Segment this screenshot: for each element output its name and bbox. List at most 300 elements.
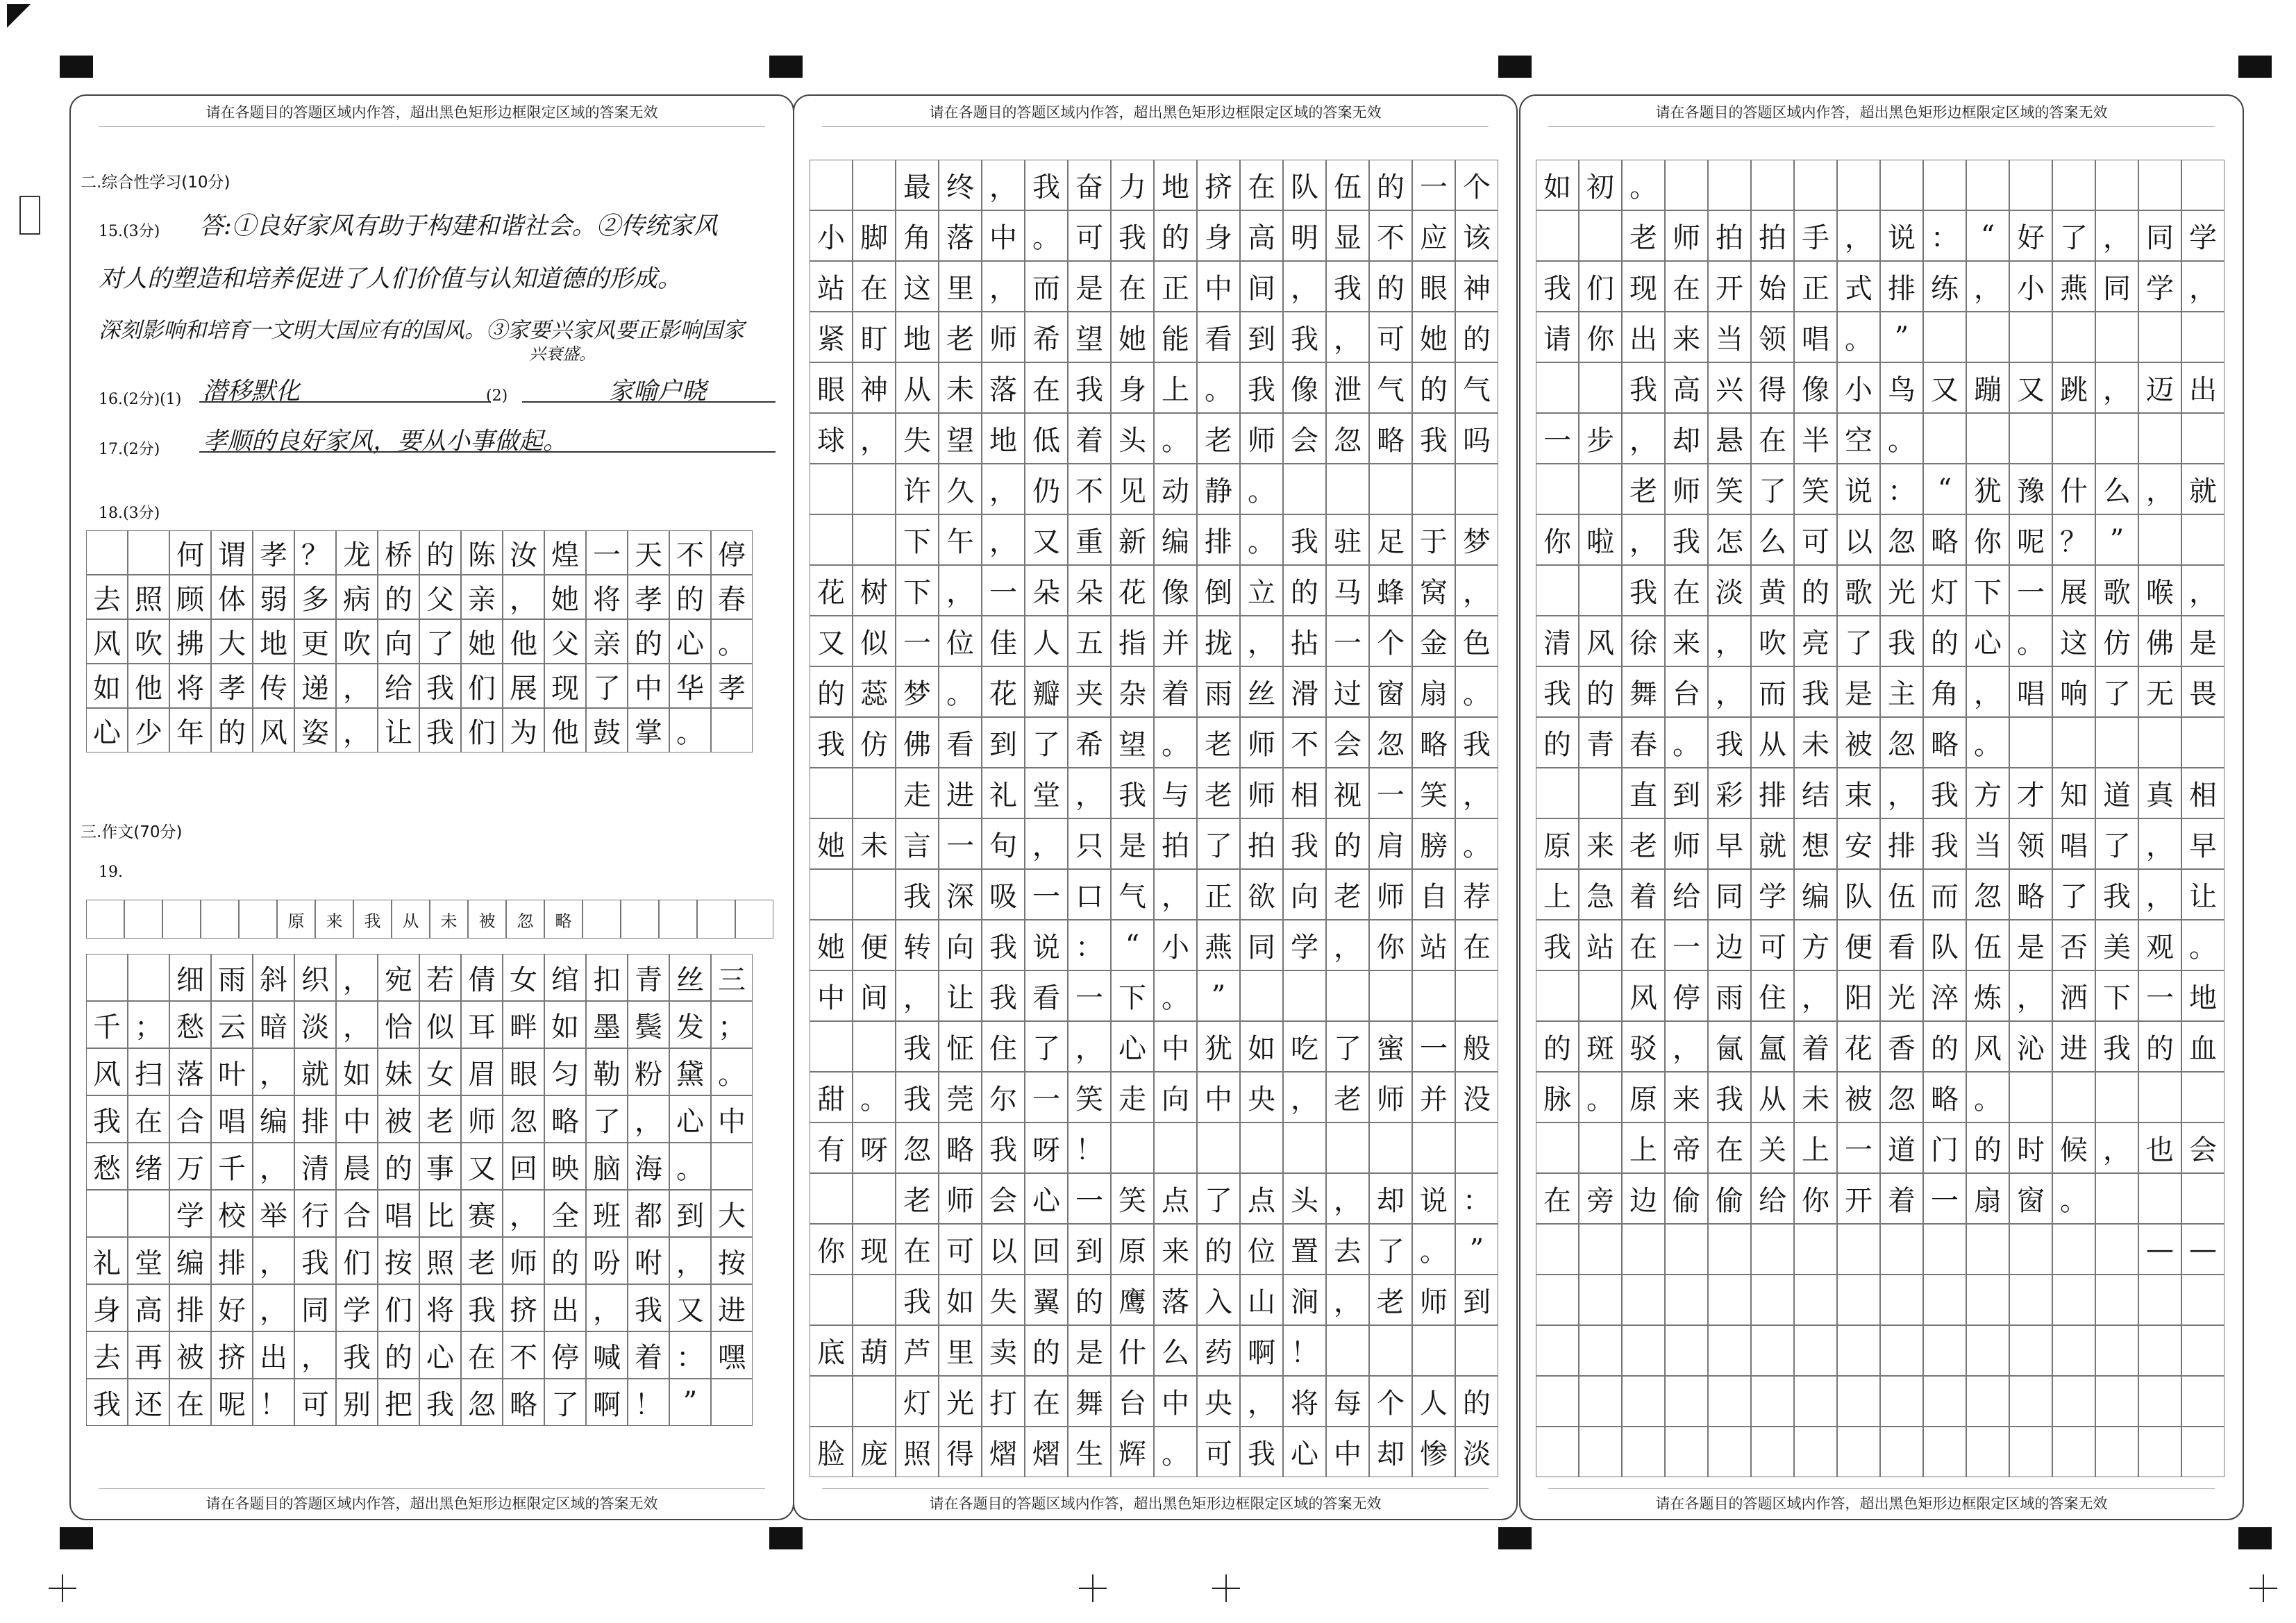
grid-cell: 可 bbox=[939, 1224, 982, 1275]
grid-cell: 下 bbox=[2095, 970, 2138, 1021]
grid-cell: 一 bbox=[1412, 160, 1455, 210]
grid-cell: 春 bbox=[711, 575, 753, 619]
grid-cell: ， bbox=[2138, 818, 2181, 869]
grid-cell: 老 bbox=[1622, 464, 1665, 514]
grid-cell: 了 bbox=[1751, 464, 1794, 514]
grid-cell: 头 bbox=[1111, 413, 1154, 464]
grid-cell bbox=[2181, 1376, 2224, 1427]
grid-cell bbox=[1579, 565, 1622, 616]
grid-cell: 可 bbox=[1751, 920, 1794, 970]
grid-cell: 便 bbox=[1837, 920, 1880, 970]
grid-cell bbox=[2095, 1325, 2138, 1376]
grid-cell: 吗 bbox=[1455, 413, 1498, 464]
grid-cell: 同 bbox=[2138, 210, 2181, 261]
grid-cell: 唱 bbox=[1794, 312, 1837, 362]
grid-cell: ” bbox=[1197, 970, 1240, 1021]
grid-cell: ！ bbox=[1283, 1325, 1326, 1376]
grid-cell: 略 bbox=[503, 1379, 544, 1426]
grid-cell: 奋 bbox=[1068, 160, 1111, 210]
grid-cell: 叶 bbox=[211, 1048, 253, 1095]
grid-cell bbox=[1536, 565, 1579, 616]
grid-cell: 静 bbox=[1197, 464, 1240, 514]
grid-cell: 被 bbox=[378, 1095, 419, 1143]
grid-cell bbox=[711, 708, 753, 752]
grid-cell: 台 bbox=[1665, 666, 1708, 717]
grid-cell: 个 bbox=[1369, 1376, 1412, 1427]
grid-cell: 老 bbox=[461, 1237, 503, 1284]
grid-cell: 下 bbox=[896, 514, 939, 565]
grid-cell: 久 bbox=[939, 464, 982, 514]
grid-cell bbox=[1923, 1275, 1966, 1325]
grid-cell: ， bbox=[2095, 210, 2138, 261]
grid-cell: ， bbox=[1283, 1072, 1326, 1122]
grid-cell: ， bbox=[1622, 514, 1665, 565]
grid-cell: 在 bbox=[461, 1331, 503, 1379]
grid-cell: 这 bbox=[2052, 616, 2095, 666]
grid-cell: 。 bbox=[1622, 160, 1665, 210]
grid-cell: 淡 bbox=[1708, 565, 1751, 616]
grid-cell: 亲 bbox=[461, 575, 503, 619]
grid-cell: 身 bbox=[1111, 362, 1154, 413]
grid-cell: 始 bbox=[1751, 261, 1794, 312]
grid-cell: 一 bbox=[1536, 413, 1579, 464]
grid-cell: 鬓 bbox=[628, 1001, 669, 1048]
grid-cell: 最 bbox=[896, 160, 939, 210]
grid-cell bbox=[1794, 1224, 1837, 1275]
grid-cell: 氲 bbox=[1751, 1021, 1794, 1072]
grid-cell: 亲 bbox=[586, 619, 628, 664]
grid-cell: ！ bbox=[628, 1379, 669, 1426]
grid-cell: 嘿 bbox=[711, 1331, 753, 1379]
grid-cell: 辉 bbox=[1111, 1427, 1154, 1477]
grid-cell: 看 bbox=[1880, 920, 1923, 970]
grid-cell: 早 bbox=[2181, 818, 2224, 869]
grid-cell: 她 bbox=[1412, 312, 1455, 362]
grid-cell: 忽 bbox=[461, 1379, 503, 1426]
grid-cell bbox=[2009, 160, 2052, 210]
grid-cell: 相 bbox=[1283, 768, 1326, 818]
grid-cell bbox=[2052, 312, 2095, 362]
grid-cell: 如 bbox=[939, 1275, 982, 1325]
grid-cell: ， bbox=[982, 160, 1025, 210]
grid-cell: 的 bbox=[1923, 1021, 1966, 1072]
grid-cell: 生 bbox=[1068, 1427, 1111, 1477]
grid-cell: 就 bbox=[1751, 818, 1794, 869]
grid-cell: 希 bbox=[1068, 717, 1111, 768]
grid-cell bbox=[1536, 362, 1579, 413]
grid-cell: 美 bbox=[2095, 920, 2138, 970]
grid-cell bbox=[2138, 312, 2181, 362]
grid-cell: 。 bbox=[1154, 413, 1197, 464]
grid-cell: 并 bbox=[1412, 1072, 1455, 1122]
grid-cell: 么 bbox=[1154, 1325, 1197, 1376]
grid-cell bbox=[2095, 1275, 2138, 1325]
grid-cell: 走 bbox=[896, 768, 939, 818]
grid-cell: 事 bbox=[419, 1143, 461, 1190]
grid-cell: 略 bbox=[1923, 717, 1966, 768]
grid-cell: 了 bbox=[586, 664, 628, 708]
grid-cell: 甜 bbox=[810, 1072, 853, 1122]
grid-cell: 梦 bbox=[1455, 514, 1498, 565]
grid-cell bbox=[810, 464, 853, 514]
grid-cell: 风 bbox=[1966, 1021, 2009, 1072]
grid-cell: 来 bbox=[1665, 616, 1708, 666]
grid-cell bbox=[2138, 514, 2181, 565]
grid-cell: 心 bbox=[1283, 1427, 1326, 1477]
grid-cell: 手 bbox=[1794, 210, 1837, 261]
grid-cell: 未 bbox=[1794, 1072, 1837, 1122]
grid-cell: 拢 bbox=[1197, 616, 1240, 666]
grid-cell: 被 bbox=[169, 1331, 211, 1379]
grid-cell: 想 bbox=[1794, 818, 1837, 869]
grid-cell: 学 bbox=[2181, 210, 2224, 261]
grid-cell: 响 bbox=[2052, 666, 2095, 717]
grid-cell: 角 bbox=[896, 210, 939, 261]
grid-cell: 么 bbox=[1751, 514, 1794, 565]
grid-cell: 位 bbox=[1240, 1224, 1283, 1275]
grid-cell: 是 bbox=[1837, 666, 1880, 717]
grid-cell bbox=[1536, 768, 1579, 818]
grid-cell: 在 bbox=[1111, 261, 1154, 312]
grid-cell: 伍 bbox=[1880, 869, 1923, 920]
grid-cell: 鸟 bbox=[1880, 362, 1923, 413]
title-cell: 从 bbox=[392, 900, 430, 939]
grid-cell: 下 bbox=[1966, 565, 2009, 616]
grid-cell bbox=[810, 514, 853, 565]
grid-cell: 堂 bbox=[1025, 768, 1068, 818]
grid-cell: 帝 bbox=[1665, 1122, 1708, 1173]
grid-cell: 编 bbox=[1154, 514, 1197, 565]
grid-cell: 半 bbox=[1794, 413, 1837, 464]
grid-cell: ， bbox=[1837, 210, 1880, 261]
grid-cell: 的 bbox=[1283, 565, 1326, 616]
grid-cell: 呀 bbox=[1025, 1122, 1068, 1173]
grid-cell: 足 bbox=[1369, 514, 1412, 565]
grid-cell: 当 bbox=[1708, 312, 1751, 362]
side-box bbox=[19, 196, 40, 235]
grid-cell: 春 bbox=[1622, 717, 1665, 768]
grid-cell: 的 bbox=[1455, 1376, 1498, 1427]
grid-cell: 恰 bbox=[378, 1001, 419, 1048]
grid-cell: 被 bbox=[1837, 717, 1880, 768]
grid-cell: 师 bbox=[1369, 1072, 1412, 1122]
grid-cell: 千 bbox=[211, 1143, 253, 1190]
grid-cell: 以 bbox=[982, 1224, 1025, 1275]
grid-cell bbox=[2095, 1072, 2138, 1122]
grid-cell: ： bbox=[1923, 210, 1966, 261]
grid-cell: 绾 bbox=[544, 954, 586, 1001]
grid-cell: 如 bbox=[86, 664, 128, 708]
grid-cell: 地 bbox=[1154, 160, 1197, 210]
panel-notice-bottom: 请在各题目的答题区域内作答，超出黑色矩形边框限定区域的答案无效 bbox=[71, 1492, 793, 1513]
grid-cell: 师 bbox=[1412, 1275, 1455, 1325]
grid-cell: 扫 bbox=[128, 1048, 169, 1095]
grid-cell: 唱 bbox=[378, 1190, 419, 1237]
grid-cell: 学 bbox=[1283, 920, 1326, 970]
grid-cell: 朵 bbox=[1025, 565, 1068, 616]
grid-cell: 了 bbox=[1369, 1224, 1412, 1275]
registration-mark bbox=[769, 56, 803, 78]
grid-cell bbox=[2095, 1173, 2138, 1224]
grid-cell: 底 bbox=[810, 1325, 853, 1376]
grid-cell: ” bbox=[1880, 312, 1923, 362]
grid-cell: 金 bbox=[1412, 616, 1455, 666]
grid-cell: 班 bbox=[586, 1190, 628, 1237]
grid-cell: 何 bbox=[169, 530, 211, 575]
grid-cell: 是 bbox=[2181, 616, 2224, 666]
grid-cell: 五 bbox=[1068, 616, 1111, 666]
grid-cell bbox=[2052, 160, 2095, 210]
grid-cell: 当 bbox=[1966, 818, 2009, 869]
grid-cell: 你 bbox=[1536, 514, 1579, 565]
grid-cell: 略 bbox=[1923, 514, 1966, 565]
grid-cell: 小 bbox=[1837, 362, 1880, 413]
grid-cell: “ bbox=[1923, 464, 1966, 514]
grid-cell: 了 bbox=[586, 1095, 628, 1143]
grid-cell bbox=[2095, 312, 2138, 362]
grid-cell: 紧 bbox=[810, 312, 853, 362]
grid-cell: 站 bbox=[1579, 920, 1622, 970]
grid-cell bbox=[1579, 210, 1622, 261]
grid-cell: ， bbox=[1326, 312, 1369, 362]
grid-cell bbox=[2138, 717, 2181, 768]
grid-cell bbox=[1923, 160, 1966, 210]
grid-cell: 大 bbox=[711, 1190, 753, 1237]
grid-cell: ， bbox=[1025, 818, 1068, 869]
grid-cell: ， bbox=[253, 1237, 294, 1284]
grid-cell: 台 bbox=[1111, 1376, 1154, 1427]
grid-cell: 的 bbox=[378, 575, 419, 619]
grid-cell: 。 bbox=[1455, 818, 1498, 869]
essay-grid-panel-3 bbox=[1536, 160, 2224, 1477]
grid-cell: 淬 bbox=[1923, 970, 1966, 1021]
grid-cell: 小 bbox=[2009, 261, 2052, 312]
grid-cell: 转 bbox=[896, 920, 939, 970]
grid-cell: 的 bbox=[1025, 1325, 1068, 1376]
grid-cell: 无 bbox=[2138, 666, 2181, 717]
grid-cell bbox=[1622, 1325, 1665, 1376]
grid-cell bbox=[1283, 464, 1326, 514]
grid-cell: ， bbox=[336, 664, 378, 708]
grid-cell: 初 bbox=[1579, 160, 1622, 210]
grid-cell: 停 bbox=[1665, 970, 1708, 1021]
grid-cell bbox=[1966, 160, 2009, 210]
grid-cell: ， bbox=[1326, 1173, 1369, 1224]
grid-cell: ， bbox=[253, 1143, 294, 1190]
grid-cell: 不 bbox=[669, 530, 711, 575]
grid-cell: 。 bbox=[669, 708, 711, 752]
grid-cell: 还 bbox=[128, 1379, 169, 1426]
grid-cell: 失 bbox=[982, 1275, 1025, 1325]
grid-cell: 。 bbox=[1412, 1224, 1455, 1275]
grid-cell: 明 bbox=[1283, 210, 1326, 261]
grid-cell: 灯 bbox=[896, 1376, 939, 1427]
grid-cell bbox=[810, 1275, 853, 1325]
grid-cell: 忽 bbox=[503, 1095, 544, 1143]
grid-cell bbox=[1751, 1376, 1794, 1427]
grid-cell: 窗 bbox=[2009, 1173, 2052, 1224]
grid-cell: 雨 bbox=[211, 954, 253, 1001]
grid-cell: 心 bbox=[1111, 1021, 1154, 1072]
grid-cell: 清 bbox=[1536, 616, 1579, 666]
q18-label: 18.(3分) bbox=[99, 505, 160, 522]
grid-cell: 过 bbox=[1326, 666, 1369, 717]
section-heading-3: 三.作文(70分) bbox=[81, 823, 183, 841]
grid-cell: 花 bbox=[1111, 565, 1154, 616]
grid-cell: 中 bbox=[1154, 1021, 1197, 1072]
grid-cell bbox=[2009, 717, 2052, 768]
grid-cell: — bbox=[2138, 1224, 2181, 1275]
grid-cell: 像 bbox=[1154, 565, 1197, 616]
grid-cell bbox=[1536, 1325, 1579, 1376]
grid-cell: 方 bbox=[1794, 920, 1837, 970]
grid-cell: ， bbox=[1966, 666, 2009, 717]
grid-cell: 新 bbox=[1111, 514, 1154, 565]
grid-cell: 扇 bbox=[1412, 666, 1455, 717]
grid-cell: 迈 bbox=[2138, 362, 2181, 413]
grid-cell bbox=[1751, 1427, 1794, 1477]
grid-cell: 跳 bbox=[2052, 362, 2095, 413]
grid-cell: 泄 bbox=[1326, 362, 1369, 413]
grid-cell: ， bbox=[628, 1095, 669, 1143]
grid-cell: 门 bbox=[1923, 1122, 1966, 1173]
grid-cell: 并 bbox=[1154, 616, 1197, 666]
grid-cell: 灯 bbox=[1923, 565, 1966, 616]
grid-cell: 似 bbox=[853, 616, 896, 666]
grid-cell: 别 bbox=[336, 1379, 378, 1426]
grid-cell bbox=[2009, 1427, 2052, 1477]
grid-cell: 光 bbox=[939, 1376, 982, 1427]
grid-cell: 小 bbox=[1154, 920, 1197, 970]
grid-cell: 在 bbox=[1025, 362, 1068, 413]
grid-cell: 愁 bbox=[86, 1143, 128, 1190]
grid-cell: 了 bbox=[1837, 616, 1880, 666]
grid-cell: 队 bbox=[1923, 920, 1966, 970]
grid-cell: 挤 bbox=[211, 1331, 253, 1379]
q16-answer-2: 家喻户晓 bbox=[609, 378, 707, 405]
grid-cell: 开 bbox=[1837, 1173, 1880, 1224]
grid-cell bbox=[1794, 160, 1837, 210]
grid-cell: 心 bbox=[669, 1095, 711, 1143]
grid-cell: 一 bbox=[1326, 616, 1369, 666]
grid-cell: ， bbox=[1966, 261, 2009, 312]
grid-cell: 地 bbox=[982, 413, 1025, 464]
grid-cell: 我 bbox=[1794, 666, 1837, 717]
grid-cell: 绪 bbox=[128, 1143, 169, 1190]
q15-answer-line-2: 对人的塑造和培养促进了人们价值与认知道德的形成。 bbox=[99, 265, 682, 293]
grid-cell: 师 bbox=[1665, 464, 1708, 514]
grid-cell: 递 bbox=[294, 664, 336, 708]
grid-cell: 领 bbox=[2009, 818, 2052, 869]
grid-cell bbox=[1412, 970, 1455, 1021]
grid-cell: 。 bbox=[1154, 717, 1197, 768]
grid-cell: 了 bbox=[2095, 818, 2138, 869]
grid-cell: 海 bbox=[628, 1143, 669, 1190]
grid-cell: 肩 bbox=[1369, 818, 1412, 869]
grid-cell: 落 bbox=[1154, 1275, 1197, 1325]
grid-cell: ， bbox=[1240, 616, 1283, 666]
q16-answer-1: 潜移默化 bbox=[203, 378, 301, 405]
grid-cell bbox=[2138, 1376, 2181, 1427]
grid-cell: 道 bbox=[2095, 768, 2138, 818]
grid-cell: 主 bbox=[1880, 666, 1923, 717]
grid-cell: 眼 bbox=[503, 1048, 544, 1095]
grid-cell: 了 bbox=[2052, 210, 2095, 261]
grid-cell: 了 bbox=[2052, 869, 2095, 920]
grid-cell: 说 bbox=[1412, 1173, 1455, 1224]
grid-cell: 咐 bbox=[628, 1237, 669, 1284]
grid-cell: 着 bbox=[1622, 869, 1665, 920]
q17-label: 17.(2分) bbox=[99, 441, 160, 458]
grid-cell: 拍 bbox=[1751, 210, 1794, 261]
grid-cell bbox=[2009, 312, 2052, 362]
q16-underline-1 bbox=[199, 401, 491, 403]
grid-cell: 的 bbox=[2138, 1021, 2181, 1072]
grid-cell bbox=[1369, 970, 1412, 1021]
grid-cell: 再 bbox=[128, 1331, 169, 1379]
grid-cell: 姿 bbox=[294, 708, 336, 752]
grid-cell: 得 bbox=[939, 1427, 982, 1477]
grid-cell bbox=[810, 1173, 853, 1224]
grid-cell: 我 bbox=[294, 1237, 336, 1284]
grid-cell: 斑 bbox=[1579, 1021, 1622, 1072]
grid-cell bbox=[2138, 1275, 2181, 1325]
grid-cell: 队 bbox=[1283, 160, 1326, 210]
grid-cell: ， bbox=[1665, 1021, 1708, 1072]
registration-mark bbox=[2238, 1527, 2272, 1549]
grid-cell: 父 bbox=[419, 575, 461, 619]
grid-cell: ， bbox=[1708, 616, 1751, 666]
grid-cell bbox=[1536, 1427, 1579, 1477]
grid-cell: 与 bbox=[1154, 768, 1197, 818]
grid-cell: 发 bbox=[669, 1001, 711, 1048]
grid-cell: 只 bbox=[1068, 818, 1111, 869]
grid-cell bbox=[1880, 1325, 1923, 1376]
answer-panel-2 bbox=[793, 94, 1518, 1520]
grid-cell: 到 bbox=[669, 1190, 711, 1237]
grid-cell bbox=[1369, 1122, 1412, 1173]
grid-cell: 师 bbox=[1240, 413, 1283, 464]
grid-cell: 滑 bbox=[1283, 666, 1326, 717]
grid-cell: 落 bbox=[169, 1048, 211, 1095]
grid-cell: 脸 bbox=[810, 1427, 853, 1477]
grid-cell bbox=[810, 160, 853, 210]
grid-cell: 色 bbox=[1455, 616, 1498, 666]
grid-cell: 未 bbox=[939, 362, 982, 413]
grid-cell bbox=[1708, 1427, 1751, 1477]
grid-cell: 孝 bbox=[628, 575, 669, 619]
grid-cell: 到 bbox=[1455, 1275, 1498, 1325]
grid-cell: 地 bbox=[896, 312, 939, 362]
grid-cell: 在 bbox=[1665, 261, 1708, 312]
grid-cell: 怎 bbox=[1708, 514, 1751, 565]
grid-cell: 好 bbox=[211, 1284, 253, 1331]
grid-cell: 佛 bbox=[896, 717, 939, 768]
grid-cell: 。 bbox=[853, 1072, 896, 1122]
grid-cell: 高 bbox=[1665, 362, 1708, 413]
grid-cell bbox=[1794, 1325, 1837, 1376]
grid-cell: 呢 bbox=[211, 1379, 253, 1426]
grid-cell: 病 bbox=[336, 575, 378, 619]
grid-cell: 黄 bbox=[1751, 565, 1794, 616]
grid-cell: 。 bbox=[1880, 413, 1923, 464]
grid-cell bbox=[1536, 1275, 1579, 1325]
grid-cell: ？ bbox=[294, 530, 336, 575]
grid-cell: 又 bbox=[1025, 514, 1068, 565]
grid-cell bbox=[1455, 464, 1498, 514]
grid-cell: ， bbox=[2095, 1122, 2138, 1173]
grid-cell: ， bbox=[503, 1190, 544, 1237]
